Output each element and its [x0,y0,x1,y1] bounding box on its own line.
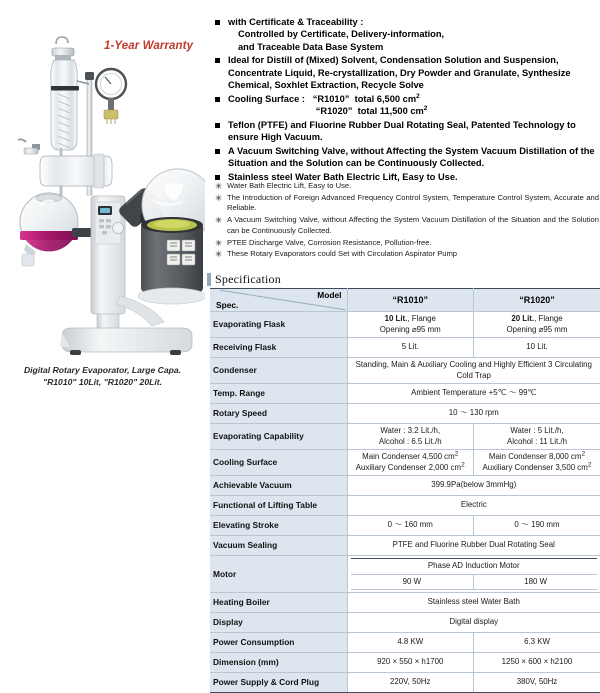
feature-item [214,16,600,53]
spec-value-emphasis: 20 Lit. [511,314,534,323]
spec-row-value-b: 0 ～ 190 mm [474,516,600,536]
motor-type-value: Phase AD Induction Motor [351,559,598,575]
control-knob [113,223,124,234]
note-item [215,249,599,260]
spec-value-line: Auxiliary Condenser 3,500 $cm^2$ [477,463,597,474]
motor-power-row [351,574,598,590]
spec-value-line: Main Condenser 8,000 $cm^2$ [477,452,597,463]
spec-row-value-span: 10 ～ 130 rpm [347,404,600,424]
spec-row-value-a: 220V, 50Hz [347,673,474,693]
spec-row [210,496,600,516]
spec-row-label: Cooling Surface [210,450,347,476]
note-item [215,238,599,249]
note-text: A Vacuum Switching Valve, without Affecting the System Vacuum Distillation of the Situation and the Solution can be Continuously Collected. [227,215,599,235]
spec-value-line: Opening ⌀95 mm [351,325,471,336]
spec-row-value-a [347,450,474,476]
spec-row [210,476,600,496]
spec-row-value-span: Electric [347,496,600,516]
product-photo-rotary-evaporator [2,28,205,360]
specification-heading-group [207,272,600,288]
base-stand [60,296,192,355]
note-asterisk-list [215,181,599,261]
spec-row [210,673,600,693]
motor-power-a: 90 W [351,574,474,590]
spec-row-label: Dimension (mm) [210,653,347,673]
product-image-panel [0,0,205,600]
spec-row [210,312,600,338]
bullet-square-icon [215,123,220,128]
water-bath [138,217,205,304]
bullet-square-icon [215,175,220,180]
feature-item [214,93,600,118]
spec-row-label: Power Consumption [210,633,347,653]
feature-line: Ideal for Distill of (Mixed) Solvent, Condensation Solution and Suspension, [228,54,600,66]
asterisk-icon: ✳ [215,181,222,192]
spec-value-line: 10 Lit., Flange [351,314,471,325]
spec-row [210,633,600,653]
spec-row-value-a: 920 × 550 × h1700 [347,653,474,673]
feature-item [214,54,600,91]
spec-value-line: Auxiliary Condenser 2,000 $cm^2$ [351,463,471,474]
note-text: Water Bath Electric Lift, Easy to Use. [227,181,351,190]
note-text: These Rotary Evaporators could Set with Circulation Aspirator Pump [227,249,457,258]
spec-row [210,556,600,593]
spec-row-value-b: 1250 × 600 × h2100 [474,653,600,673]
note-item [215,181,599,192]
feature-line: Controlled by Certificate, Delivery-information, [228,28,600,40]
model-b-header: “R1020” [474,289,600,312]
note-text: PTEE Discharge Valve, Corrosion Resistance, Pollution-free. [227,238,432,247]
spec-row-value-b [474,450,600,476]
spec-row [210,384,600,404]
feature-line: and Traceable Data Base System [228,41,600,53]
spec-row-value-a: 5 Lit. [347,338,474,358]
feature-line: with Certificate & Traceability : [228,16,600,28]
spec-row-value-b: 10 Lit. [474,338,600,358]
spec-row-label: Elevating Stroke [210,516,347,536]
asterisk-icon: ✳ [215,215,222,226]
specification-heading: Specification [215,272,281,287]
spec-row [210,358,600,384]
spec-row [210,424,600,450]
spec-value-line: Alcohol : 6.5 Lit./h [351,437,471,448]
asterisk-icon: ✳ [215,238,222,249]
spec-row-value-span: Ambient Temperature +5℃ ～ 99℃ [347,384,600,404]
spec-row-label: Rotary Speed [210,404,347,424]
spec-row-label: Evaporating Capability [210,424,347,450]
bullet-square-icon [215,149,220,154]
feature-line: ensure High Vacuum. [228,131,600,143]
spec-value-line: Standing, Main & Auxiliary Cooling and Highly Efficient 3 Circulating [351,360,598,371]
feature-bullet-list [214,16,600,185]
feature-model-name: “R1010” [305,94,349,104]
product-caption [0,364,205,388]
specification-table-body [210,289,600,693]
spec-row-value-span: 399.9Pa(below 3mmHg) [347,476,600,496]
feature-line: Situation and the Solution can be Continuously Collected. [228,157,600,169]
bullet-square-icon [215,20,220,25]
spec-value-line: Opening ⌀95 mm [477,325,597,336]
spec-value-line: 20 Lit., Flange [477,314,597,325]
spec-row-value-b [474,424,600,450]
asterisk-icon: ✳ [215,249,222,260]
spec-row [210,593,600,613]
spec-axis-label: Spec. [216,300,238,311]
motor-sub-table [351,558,598,590]
spec-value-line: Water : 3.2 Lit./h, [351,426,471,437]
spec-value-line: Water : 5 Lit./h, [477,426,597,437]
spec-model-diagonal-cell [210,289,347,312]
spec-row-value-a: 0 ～ 160 mm [347,516,474,536]
spec-row-value-span: PTFE and Fluorine Rubber Dual Rotating Seal [347,536,600,556]
model-axis-label: Model [317,290,341,301]
spec-row-label: Achievable Vacuum [210,476,347,496]
spec-row-value-span [347,358,600,384]
spec-row-value-a [347,424,474,450]
spec-row-label: Receiving Flask [210,338,347,358]
spec-row [210,404,600,424]
note-item [215,215,599,236]
spec-row-value-span: Digital display [347,613,600,633]
spec-row [210,653,600,673]
warranty-badge: 1-Year Warranty [104,40,193,52]
bullet-square-icon [215,97,220,102]
spec-value-line: Cold Trap [351,371,598,382]
spec-value-line: Main Condenser 4,500 $cm^2$ [351,452,471,463]
feature-line: “R1020” total 11,500 $cm^2$ [228,105,600,117]
spec-value-emphasis: 10 Lit. [385,314,408,323]
feature-line: Chemical, Soxhlet Extraction, Recycle Solve [228,79,600,91]
receiving-flask [20,193,94,266]
spec-row-label: Display [210,613,347,633]
spec-row-label: Condenser [210,358,347,384]
product-caption-line-1: Digital Rotary Evaporator, Large Capa. [0,364,205,376]
vacuum-gauge [96,69,126,124]
feature-line: A Vacuum Switching Valve, without Affecting the System Vacuum Distillation of the [228,145,600,157]
rotary-evaporator-illustration [2,28,205,360]
spec-row-label: Vacuum Sealing [210,536,347,556]
feature-item [214,119,600,144]
feature-line: Cooling Surface : “R1010” total 6,500 $cm^2$ [228,93,600,105]
note-item [215,193,599,214]
product-caption-line-2: "R1010" 10Lit, "R1020" 20Lit. [0,376,205,388]
motor-top-row [351,559,598,575]
spec-header-row [210,289,600,312]
spec-row-value-b [474,312,600,338]
spec-row-value-span: Stainless steel Water Bath [347,593,600,613]
spec-row [210,516,600,536]
spec-row-value-b: 380V, 50Hz [474,673,600,693]
motor-power-b: 180 W [474,574,597,590]
feature-line: Teflon (PTFE) and Fluorine Rubber Dual Rotating Seal, Patented Technology to [228,119,600,131]
spec-row-value-nested [347,556,600,593]
spec-row-value-b: 6.3 KW [474,633,600,653]
asterisk-icon: ✳ [215,193,222,204]
note-text: The Introduction of Foreign Advanced Frequency Control System, Temperature Control System, Accurate and Reliable. [227,193,599,213]
spec-row-label: Heating Boiler [210,593,347,613]
feature-model-name: “R1020” [308,106,352,116]
spec-row-label: Motor [210,556,347,593]
feature-item [214,145,600,170]
spec-row [210,613,600,633]
spec-row-label: Evaporating Flask [210,312,347,338]
content-panel [207,0,600,600]
spec-row [210,338,600,358]
feature-line: Stainless steel Water Bath Electric Lift, Easy to Use. [228,171,600,183]
spec-row-value-a [347,312,474,338]
model-a-header: “R1010” [347,289,474,312]
spec-row-value-a: 4.8 KW [347,633,474,653]
feature-line: Concentrate Liquid, Re-crystallization, Dry Powder and Granulate, Synthesize [228,67,600,79]
bullet-square-icon [215,58,220,63]
spec-value-line: Alcohol : 11 Lit./h [477,437,597,448]
spec-row-label: Temp. Range [210,384,347,404]
specification-table [210,288,600,693]
spec-row-label: Power Supply & Cord Plug [210,673,347,693]
heading-accent-bar [207,273,211,286]
spec-row [210,536,600,556]
spec-row-label: Functional of Lifting Table [210,496,347,516]
spec-row [210,450,600,476]
